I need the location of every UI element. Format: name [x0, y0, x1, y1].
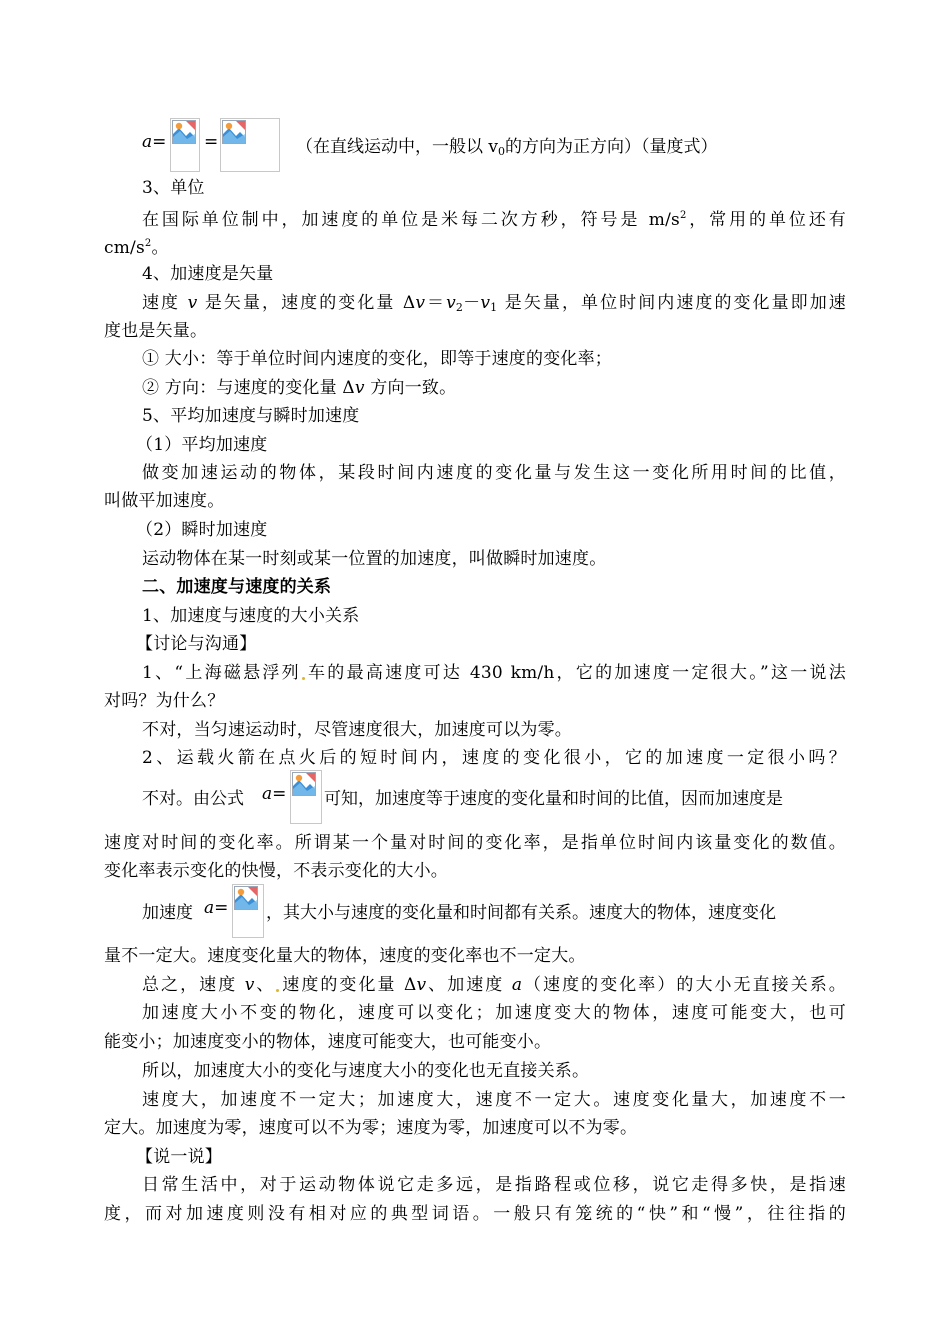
part-2-point-1: 1、加速度与速度的大小关系 — [142, 606, 360, 626]
subsection-1-paragraph-2: 叫做平加速度。 — [104, 491, 225, 511]
formula-image-1 — [170, 118, 200, 172]
text: 总之，速度 — [142, 975, 245, 995]
subsection-2-paragraph: 运动物体在某一时刻或某一位置的加速度，叫做瞬时加速度。 — [142, 549, 607, 569]
text: 、 — [254, 975, 276, 995]
say-heading: 【说一说】 — [136, 1147, 222, 1167]
section-3-paragraph-2 — [104, 230, 846, 262]
list-item-magnitude: ① 大小：等于单位时间内速度的变化，即等于速度的变化率； — [142, 349, 613, 369]
text: － — [463, 293, 481, 313]
var-v: v — [480, 293, 491, 313]
paragraph-5-line-1: 加速度大小不变的物化，速度可以变化；加速度变大的物体，速度可能变大，也可 — [142, 1003, 846, 1023]
answer-2-line-3: 变化率表示变化的快慢，不表示变化的大小。 — [104, 861, 448, 881]
text: cm/s — [104, 238, 145, 258]
section-4-title: 4、加速度是矢量 — [142, 264, 274, 284]
text: ② 方向：与速度的变化量 Δ — [142, 378, 355, 398]
text: ＝ — [425, 293, 447, 313]
formula-image-2 — [220, 118, 280, 172]
answer-2-line-2: 速度对时间的变化率。所谓某一个量对时间的变化率，是指单位时间内该量变化的数值。 — [104, 833, 846, 853]
text: 速度 — [142, 293, 188, 313]
formula-image-4 — [232, 884, 264, 938]
text: 不对。由公式 — [142, 789, 244, 809]
text: 是矢量，速度的变化量 Δ — [197, 293, 416, 313]
text: 在国际单位制中，加速度的单位是米每二次方秒，符号是 m/s — [142, 210, 680, 230]
formula-note-tail: 的方向为正方向）（量度式） — [505, 137, 718, 157]
text: 方向一致。 — [364, 378, 457, 398]
formula-a-eq: a= — [262, 784, 287, 804]
formula-image-3 — [290, 770, 322, 824]
formula-note — [296, 132, 718, 158]
question-2: 2、运载火箭在点火后的短时间内，速度的变化很小，它的加速度一定很小吗？ — [142, 748, 846, 768]
text: 1、“上海磁悬浮列 — [142, 663, 301, 683]
var-v: v — [354, 378, 365, 398]
formula-eq: = — [204, 132, 219, 152]
paragraph-7-line-1: 速度大，加速度不一定大；加速度大，速度不一定大。速度变化量大，加速度不一 — [142, 1090, 846, 1110]
var-v: v — [415, 293, 426, 313]
text: 是矢量，单位时间内速度的变化量即加速 — [497, 293, 846, 313]
section-5-title: 5、平均加速度与瞬时加速度 — [142, 406, 360, 426]
image-placeholder-icon — [222, 120, 246, 144]
mark-dot — [302, 677, 305, 680]
superscript: 2 — [679, 210, 687, 221]
image-placeholder-icon — [172, 120, 196, 144]
text: 速度的变化量 Δ — [280, 975, 417, 995]
paragraph-acceleration-line-1 — [142, 884, 846, 938]
subscript: 2 — [455, 301, 464, 314]
var-a: a — [511, 975, 523, 995]
subscript: 1 — [490, 301, 498, 314]
formula-note-sub: 0 — [498, 145, 506, 158]
discussion-heading: 【讨论与沟通】 — [136, 634, 257, 654]
superscript: 2 — [144, 238, 152, 249]
subsection-1-paragraph-1: 做变加速运动的物体，某段时间内速度的变化量与发生这一变化所用时间的比值， — [142, 463, 846, 483]
section-4-paragraph-2: 度也是矢量。 — [104, 321, 208, 341]
image-placeholder-icon — [234, 886, 258, 910]
text: 加速度 — [142, 903, 193, 923]
image-placeholder-icon — [292, 772, 316, 796]
answer-2-line-1 — [142, 770, 846, 824]
answer-1: 不对，当匀速运动时，尽管速度很大，加速度可以为零。 — [142, 720, 572, 740]
mark-dot — [276, 989, 279, 992]
var-v: v — [416, 975, 427, 995]
summary-paragraph — [142, 971, 846, 999]
text: （速度的变化率）的大小无直接关系。 — [522, 975, 846, 995]
text: 。 — [151, 238, 169, 258]
paragraph-7-line-2: 定大。加速度为零，速度可以不为零；速度为零，加速度可以不为零。 — [104, 1118, 638, 1138]
text: 车的最高速度可达 430 km/h，它的加速度一定很大。”这一说法 — [305, 663, 846, 683]
paragraph-8-line-2: 度，而对加速度则没有相对应的典型词语。一般只有笼统的“快”和“慢”，往往指的 — [104, 1204, 846, 1224]
var-v: v — [187, 293, 198, 313]
paragraph-6: 所以，加速度大小的变化与速度大小的变化也无直接关系。 — [142, 1061, 590, 1081]
text: ，常用的单位还有 — [686, 210, 846, 230]
formula-a-eq: a= — [142, 132, 167, 152]
section-3-title: 3、单位 — [142, 178, 205, 198]
formula-line — [142, 118, 862, 174]
formula-a-eq: a= — [204, 898, 229, 918]
subsection-2-title: （2）瞬时加速度 — [136, 520, 268, 540]
question-1-line-2: 对吗？为什么？ — [104, 691, 225, 711]
text: ，其大小与速度的变化量和时间都有关系。速度大的物体，速度变化 — [266, 903, 776, 923]
paragraph-5-line-2: 能变小；加速度变小的物体，速度可能变大，也可能变小。 — [104, 1032, 552, 1052]
list-item-direction — [142, 374, 846, 402]
paragraph-acceleration-line-2: 量不一定大。速度变化量大的物体，速度的变化率也不一定大。 — [104, 946, 586, 966]
subsection-1-title: （1）平均加速度 — [136, 435, 268, 455]
text: 可知，加速度等于速度的变化量和时间的比值，因而加速度是 — [324, 789, 783, 809]
var-v: v — [446, 293, 456, 313]
text: 、加速度 — [426, 975, 512, 995]
paragraph-8-line-1: 日常生活中，对于运动物体说它走多远，是指路程或位移，说它走得多快，是指速 — [142, 1175, 846, 1195]
var-v: v — [244, 975, 255, 995]
part-2-heading: 二、加速度与速度的关系 — [142, 577, 332, 597]
question-1-line-1 — [142, 659, 846, 687]
formula-note-text: （在直线运动中，一般以 v — [296, 137, 499, 157]
